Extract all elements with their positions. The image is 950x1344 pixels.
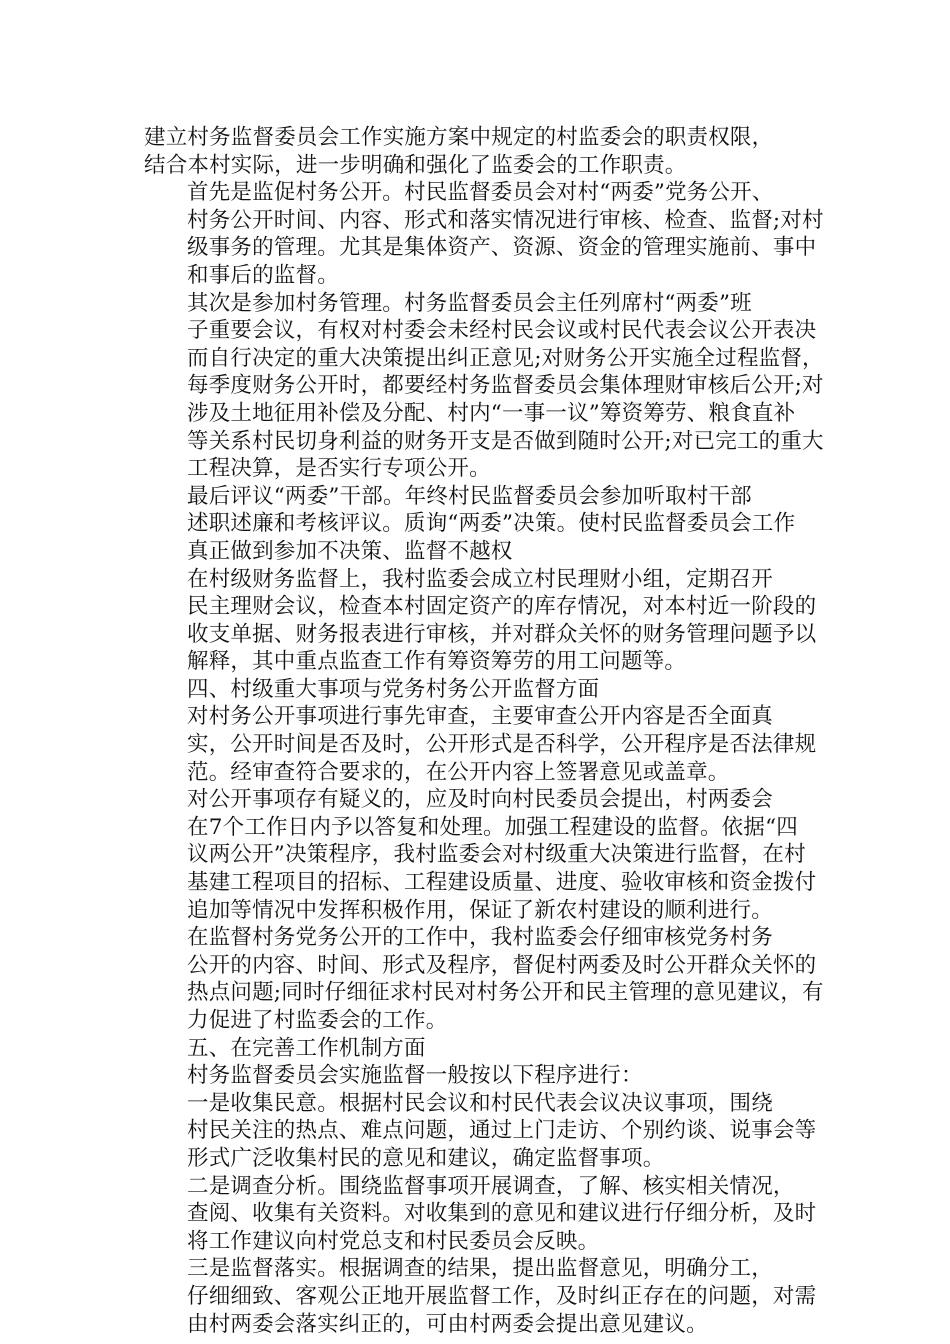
text-line: 形式广泛收集村民的意见和建议，确定监督事项。 bbox=[187, 1145, 665, 1171]
paragraph bbox=[144, 676, 812, 704]
text-line: 和事后的监督。 bbox=[187, 262, 339, 288]
text-line: 每季度财务公开时，都要经村务监督委员会集体理财审核后公开;对 bbox=[187, 373, 824, 399]
text-line: 力促进了村监委会的工作。 bbox=[187, 1008, 448, 1033]
text-line: 真正做到参加不决策、监督不越权 bbox=[187, 538, 513, 564]
document-body bbox=[144, 124, 824, 1338]
text-line: 议两公开”决策程序，我村监委会对村级重大决策进行监督，在村 bbox=[187, 842, 806, 868]
text-line: 结合本村实际，进一步明确和强化了监委会的工作职责。 bbox=[144, 152, 687, 178]
text-line: 三是监督落实。根据调查的结果，提出监督意见，明确分工， bbox=[187, 1256, 773, 1282]
paragraph bbox=[144, 1090, 817, 1173]
text-line: 最后评议“两委”干部。年终村民监督委员会参加听取村干部 bbox=[187, 483, 752, 509]
text-line: 热点问题;同时仔细征求村民对村务公开和民主管理的意见建议，有 bbox=[187, 980, 824, 1006]
text-line: 对村务公开事项进行事先审查，主要审查公开内容是否全面真 bbox=[187, 704, 773, 730]
text-line: 仔细细致、客观公正地开展监督工作，及时纠正存在的问题，对需 bbox=[187, 1283, 817, 1309]
text-line: 级事务的管理。尤其是集体资产、资源、资金的管理实施前、事中 bbox=[187, 235, 817, 261]
text-line: 实，公开时间是否及时，公开形式是否科学，公开程序是否法律规 bbox=[187, 732, 817, 758]
text-line: 在监督村务党务公开的工作中，我村监委会仔细审核党务村务 bbox=[187, 925, 773, 951]
text-line: 将工作建议向村党总支和村民委员会反映。 bbox=[187, 1228, 600, 1254]
text-line: 述职述廉和考核评议。质询“两委”决策。使村民监督委员会工作 bbox=[187, 511, 796, 537]
text-line: 涉及土地征用补偿及分配、村内“一事一议”筹资筹劳、粮食直补 bbox=[187, 400, 796, 426]
paragraph bbox=[144, 786, 817, 924]
text-line: 查阅、收集有关资料。对收集到的意见和建议进行仔细分析，及时 bbox=[187, 1201, 817, 1227]
text-line: 收支单据、财务报表进行审核，并对群众关怀的财务管理问题予以 bbox=[187, 621, 817, 647]
text-line: 村务监督委员会实施监督一般按以下程序进行： bbox=[187, 1063, 643, 1089]
text-line: 对公开事项存有疑义的，应及时向村民委员会提出，村两委会 bbox=[187, 787, 773, 813]
text-line: 基建工程项目的招标、工程建设质量、进度、验收审核和资金拨付 bbox=[187, 870, 817, 896]
text-line: 工程决算，是否实行专项公开。 bbox=[187, 456, 491, 482]
paragraph bbox=[144, 566, 817, 676]
paragraph bbox=[144, 1173, 817, 1256]
text-line: 在村级财务监督上，我村监委会成立村民理财小组，定期召开 bbox=[187, 566, 773, 592]
text-line: 民主理财会议，检查本村固定资产的库存情况，对本村近一阶段的 bbox=[187, 594, 817, 620]
text-line: 范。经审查符合要求的，在公开内容上签署意见或盖章。 bbox=[187, 759, 730, 785]
text-line: 村民关注的热点、难点问题，通过上门走访、个别约谈、说事会等 bbox=[187, 1118, 817, 1144]
paragraph bbox=[144, 703, 817, 786]
paragraph bbox=[144, 483, 812, 566]
text-line: 追加等情况中发挥积极作用，保证了新农村建设的顺利进行。 bbox=[187, 897, 773, 923]
text-line: 一是收集民意。根据村民会议和村民代表会议决议事项，围绕 bbox=[187, 1090, 773, 1116]
text-line: 解释，其中重点监查工作有筹资筹劳的用工问题等。 bbox=[187, 649, 687, 675]
text-line: 其次是参加村务管理。村务监督委员会主任列席村“两委”班 bbox=[187, 290, 752, 316]
paragraph bbox=[144, 1062, 812, 1090]
text-line: 等关系村民切身利益的财务开支是否做到随时公开;对已完工的重大 bbox=[187, 428, 824, 454]
text-line: 在7个工作日内予以答复和处理。加强工程建设的监督。依据“四 bbox=[187, 814, 798, 840]
text-line: 由村两委会落实纠正的，可由村两委会提出意见建议。 bbox=[187, 1311, 708, 1337]
text-line: 村务公开时间、内容、形式和落实情况进行审核、检查、监督;对村 bbox=[187, 207, 824, 233]
text-line: 公开的内容、时间、形式及程序，督促村两委及时公开群众关怀的 bbox=[187, 952, 817, 978]
paragraph bbox=[144, 1255, 817, 1338]
text-line: 二是调查分析。围绕监督事项开展调查，了解、核实相关情况， bbox=[187, 1173, 795, 1199]
text-line: 建立村务监督委员会工作实施方案中规定的村监委会的职责权限， bbox=[144, 125, 774, 150]
text-line: 首先是监促村务公开。村民监督委员会对村“两委”党务公开、 bbox=[187, 180, 774, 206]
text-line: 而自行决定的重大决策提出纠正意见;对财务公开实施全过程监督， bbox=[187, 345, 824, 371]
paragraph bbox=[144, 290, 824, 483]
paragraph bbox=[144, 924, 824, 1034]
text-line: 五、在完善工作机制方面 bbox=[187, 1035, 426, 1061]
paragraph bbox=[144, 1035, 812, 1063]
paragraph bbox=[144, 124, 812, 179]
text-line: 子重要会议，有权对村委会未经村民会议或村民代表会议公开表决 bbox=[187, 318, 817, 344]
text-line: 四、村级重大事项与党务村务公开监督方面 bbox=[187, 676, 600, 702]
paragraph bbox=[144, 179, 824, 289]
